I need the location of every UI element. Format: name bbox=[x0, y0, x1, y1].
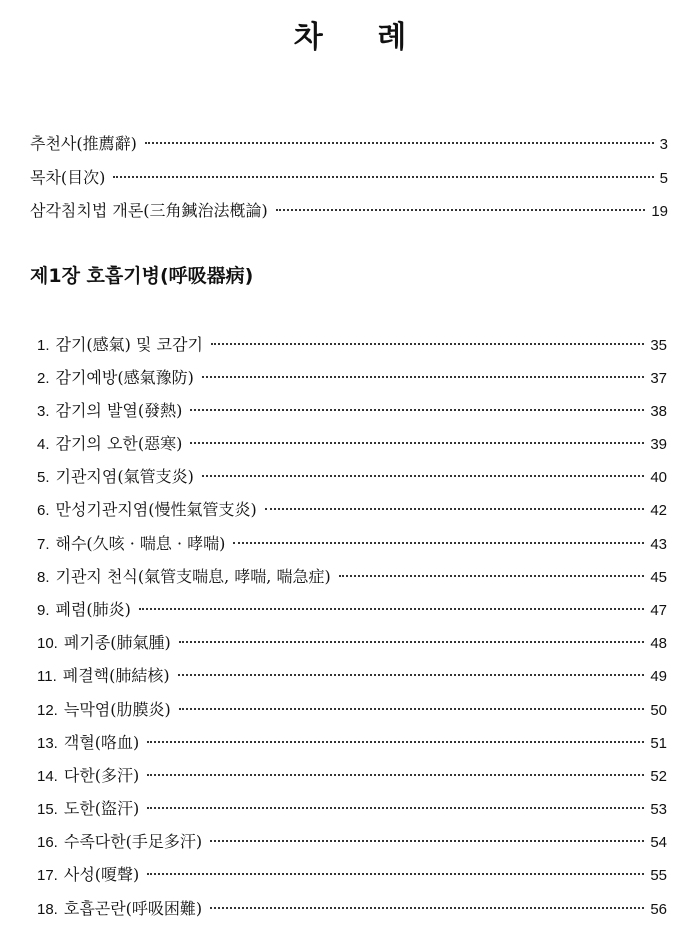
toc-item-number: 8. bbox=[37, 569, 50, 586]
toc-item-label: 해수(久咳 · 喘息 · 哮喘) bbox=[55, 534, 226, 553]
toc-page-number: 5 bbox=[659, 170, 668, 187]
toc-page-number: 42 bbox=[650, 502, 667, 519]
dot-leader bbox=[179, 708, 645, 710]
toc-entry-label: 삼각침치법 개론(三角鍼治法槪論) bbox=[30, 201, 268, 220]
dot-leader bbox=[202, 376, 644, 378]
dot-leader bbox=[190, 409, 644, 411]
dot-leader bbox=[178, 674, 645, 676]
toc-item-number: 11. bbox=[37, 668, 57, 685]
toc-item-number: 1. bbox=[37, 337, 50, 354]
toc-item-label: 감기(感氣) 및 코감기 bbox=[55, 335, 203, 354]
toc-item-label: 만성기관지염(慢性氣管支炎) bbox=[55, 500, 257, 519]
toc-item-number: 16. bbox=[37, 834, 58, 851]
page-title: 차 례 bbox=[293, 20, 429, 55]
toc-page-number: 50 bbox=[650, 702, 667, 719]
toc-entry-label: 목차(目次) bbox=[30, 168, 106, 187]
toc-item-number: 3. bbox=[37, 403, 50, 420]
dot-leader bbox=[145, 142, 654, 144]
toc-page-number: 52 bbox=[650, 768, 667, 785]
toc-item-number: 12. bbox=[37, 702, 58, 719]
toc-item[interactable] bbox=[37, 364, 667, 392]
toc-page-number: 47 bbox=[650, 602, 667, 619]
toc-page-number: 55 bbox=[650, 867, 667, 884]
dot-leader bbox=[276, 209, 646, 211]
toc-item-label: 도한(盜汗) bbox=[63, 799, 140, 818]
dot-leader bbox=[113, 176, 653, 178]
toc-page-number: 37 bbox=[650, 370, 667, 387]
toc-item[interactable] bbox=[37, 828, 667, 856]
toc-item[interactable] bbox=[37, 530, 667, 558]
toc-item-number: 6. bbox=[37, 502, 50, 519]
toc-item-number: 7. bbox=[37, 536, 50, 553]
dot-leader bbox=[233, 542, 644, 544]
toc-item[interactable] bbox=[37, 596, 667, 624]
toc-entry-contents[interactable] bbox=[30, 164, 668, 192]
toc-item[interactable] bbox=[37, 795, 667, 823]
toc-page-number: 54 bbox=[650, 834, 667, 851]
toc-item-label: 폐기종(肺氣腫) bbox=[63, 633, 171, 652]
toc-item[interactable] bbox=[37, 662, 667, 690]
toc-page-number: 35 bbox=[650, 337, 667, 354]
dot-leader bbox=[265, 508, 645, 510]
toc-item-number: 4. bbox=[37, 436, 50, 453]
toc-item-number: 18. bbox=[37, 901, 58, 918]
toc-entry-introduction[interactable] bbox=[30, 197, 668, 225]
toc-page-number: 56 bbox=[650, 901, 667, 918]
toc-item-label: 감기의 발열(發熱) bbox=[55, 401, 183, 420]
toc-item[interactable] bbox=[37, 397, 667, 425]
toc-item-label: 사성(嗄聲) bbox=[63, 865, 140, 884]
toc-item[interactable] bbox=[37, 563, 667, 591]
dot-leader bbox=[210, 907, 644, 909]
dot-leader bbox=[339, 575, 645, 577]
toc-page-number: 19 bbox=[651, 203, 668, 220]
toc-item-number: 9. bbox=[37, 602, 50, 619]
dot-leader bbox=[202, 475, 644, 477]
dot-leader bbox=[179, 641, 645, 643]
toc-item-label: 감기예방(感氣豫防) bbox=[55, 368, 194, 387]
toc-item[interactable] bbox=[37, 861, 667, 889]
toc-page-number: 3 bbox=[659, 136, 668, 153]
toc-item-label: 기관지염(氣管支炎) bbox=[55, 467, 194, 486]
toc-item-label: 다한(多汗) bbox=[63, 766, 140, 785]
toc-item-number: 13. bbox=[37, 735, 58, 752]
dot-leader bbox=[147, 873, 644, 875]
toc-item-number: 14. bbox=[37, 768, 58, 785]
toc-item-number: 10. bbox=[37, 635, 58, 652]
dot-leader bbox=[210, 840, 644, 842]
dot-leader bbox=[147, 807, 644, 809]
toc-item[interactable] bbox=[37, 463, 667, 491]
toc-page-number: 43 bbox=[650, 536, 667, 553]
toc-item-label: 감기의 오한(惡寒) bbox=[55, 434, 183, 453]
toc-item-label: 기관지 천식(氣管支喘息, 哮喘, 喘急症) bbox=[55, 567, 331, 586]
toc-item[interactable] bbox=[37, 895, 667, 923]
toc-item[interactable] bbox=[37, 629, 667, 657]
toc-page-number: 51 bbox=[650, 735, 667, 752]
toc-item[interactable] bbox=[37, 331, 667, 359]
toc-entry-recommendation[interactable] bbox=[30, 130, 668, 158]
toc-item[interactable] bbox=[37, 729, 667, 757]
toc-item-label: 호흡곤란(呼吸困難) bbox=[63, 899, 203, 918]
chapter-heading[interactable]: 제1장 호흡기병(呼吸器病) bbox=[30, 265, 254, 287]
toc-page-number: 38 bbox=[650, 403, 667, 420]
toc-item[interactable] bbox=[37, 762, 667, 790]
toc-page-number: 45 bbox=[650, 569, 667, 586]
toc-item[interactable] bbox=[37, 430, 667, 458]
dot-leader bbox=[147, 741, 644, 743]
toc-item-label: 폐렴(肺炎) bbox=[55, 600, 131, 619]
dot-leader bbox=[139, 608, 644, 610]
toc-page-number: 48 bbox=[650, 635, 667, 652]
toc-page-number: 39 bbox=[650, 436, 667, 453]
dot-leader bbox=[147, 774, 644, 776]
toc-page-number: 40 bbox=[650, 469, 667, 486]
dot-leader bbox=[211, 343, 644, 345]
toc-item-number: 17. bbox=[37, 867, 58, 884]
toc-item-label: 늑막염(肋膜炎) bbox=[63, 700, 171, 719]
toc-item-number: 2. bbox=[37, 370, 50, 387]
toc-entry-label: 추천사(推薦辭) bbox=[30, 134, 137, 153]
toc-item-label: 폐결핵(肺結核) bbox=[62, 666, 170, 685]
toc-item[interactable] bbox=[37, 696, 667, 724]
toc-item[interactable] bbox=[37, 496, 667, 524]
toc-item-label: 객혈(咯血) bbox=[63, 733, 140, 752]
toc-item-number: 5. bbox=[37, 469, 50, 486]
toc-item-number: 15. bbox=[37, 801, 58, 818]
toc-item-label: 수족다한(手足多汗) bbox=[63, 832, 203, 851]
toc-page-number: 49 bbox=[650, 668, 667, 685]
dot-leader bbox=[190, 442, 644, 444]
toc-page-number: 53 bbox=[650, 801, 667, 818]
